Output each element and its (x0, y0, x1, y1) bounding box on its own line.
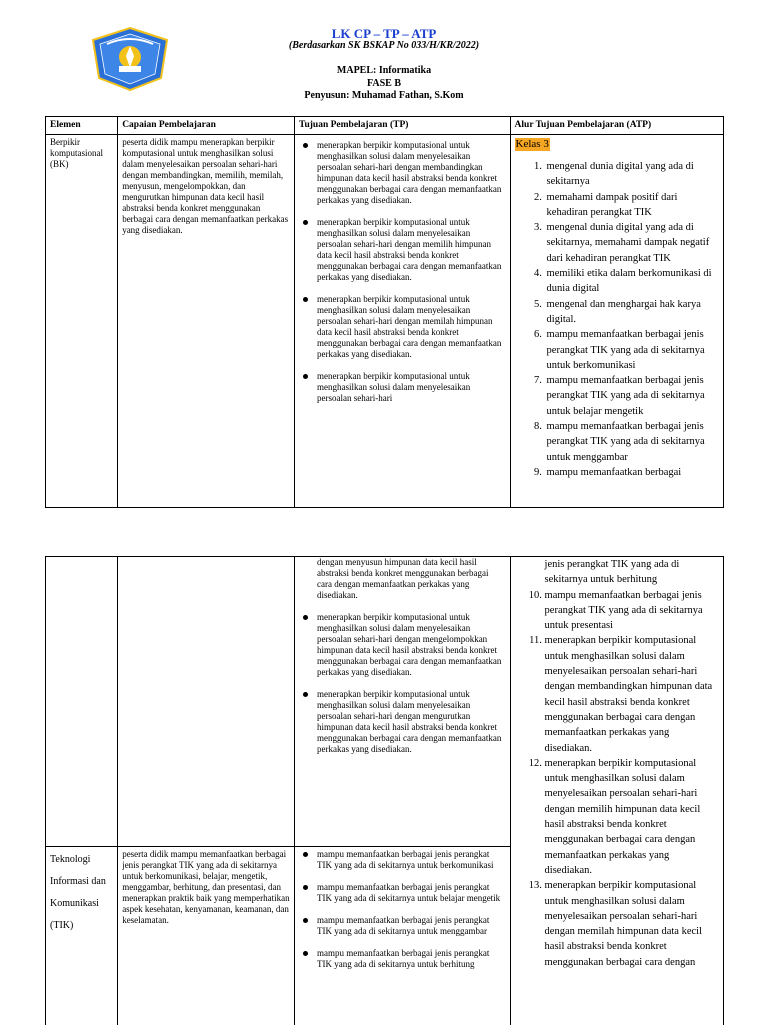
list-item: mampu memanfaatkan berbagai jenis perangkat TIK yang ada di sekitarnya untuk berhitung (317, 948, 506, 970)
cp-cell-empty (118, 557, 295, 847)
atp-continuation: jenis perangkat TIK yang ada di sekitarnya untuk berhitung (515, 557, 719, 588)
elemen-cell-empty (46, 557, 118, 847)
list-item: menerapkan berpikir komputasional untuk menghasilkan solusi dalam menyelesaikan persoalan sehari-hari dengan mengurutkan himpunan data kecil hasil abstraksi benda konkret menggunakan berbagai cara dengan memanfaatkan perkakas yang disediakan. (317, 689, 506, 755)
cp-tp-atp-table-page1 (45, 116, 724, 508)
list-item: dengan menyusun himpunan data kecil hasil abstraksi benda konkret menggunakan berbagai cara dengan memanfaatkan perkakas yang disediakan. (317, 557, 506, 601)
tik-label-line: Komunikasi (50, 893, 113, 915)
phase-line: FASE B (0, 78, 768, 89)
list-item: 13. menerapkan berpikir komputasional untuk menghasilkan solusi dalam menyelesaikan persoalan sehari-hari dengan memilah himpunan data kecil hasil abstraksi benda konkret menggunakan berbagai cara dengan (545, 878, 719, 970)
cp-cell-tik: peserta didik mampu memanfaatkan berbagai jenis perangkat TIK yang ada di sekitarnya untuk berkomunikasi, belajar, mengetik, menggambar, berhitung, dan presentasi, dan menerapkan praktik baik yang memperhatikan aspek kesehatan, kenyamanan, keamanan, dan keselamatan. (118, 847, 295, 1025)
list-item: menerapkan berpikir komputasional untuk menghasilkan solusi dalam menyelesaikan persoalan sehari-hari dengan mengelompokkan himpunan data kecil hasil abstraksi benda konkret menggunakan berbagai cara dengan memanfaatkan perkakas yang disediakan. (317, 612, 506, 678)
list-item: 3. mengenal dunia digital yang ada di sekitarnya, memahami dampak negatif dari kehadiran perangkat TIK (545, 220, 719, 266)
atp-cell-page2 (510, 557, 723, 1025)
list-item: menerapkan berpikir komputasional untuk menghasilkan solusi dalam menyelesaikan persoalan sehari-hari (317, 371, 506, 404)
document-title: LK CP – TP – ATP (0, 26, 768, 42)
subject-line: MAPEL: Informatika (0, 65, 768, 76)
kelas-label: Kelas 3 (515, 138, 550, 151)
cp-cell-bk: peserta didik mampu menerapkan berpikir komputasional untuk menghasilkan solusi dalam menyelesaikan persoalan sehari-hari dengan membandingkan, memilih, memilah, menyusun, mengelompokkan, dan mengurutkan himpunan data kecil hasil abstraksi benda konkret menggunakan berbagai cara dengan memanfaatkan perkakas yang disediakan. (118, 135, 295, 508)
tik-label-line: Informasi dan (50, 871, 113, 893)
tp-cell-bk (295, 135, 511, 508)
list-item: menerapkan berpikir komputasional untuk menghasilkan solusi dalam menyelesaikan persoalan sehari-hari dengan memilih himpunan data kecil hasil abstraksi benda konkret menggunakan berbagai cara dengan memanfaatkan perkakas yang disediakan. (317, 217, 506, 283)
tik-label-line: Teknologi (50, 849, 113, 871)
list-item: 1. mengenal dunia digital yang ada di sekitarnya (545, 159, 719, 190)
list-item: 11. menerapkan berpikir komputasional untuk menghasilkan solusi dalam menyelesaikan persoalan sehari-hari dengan membandingkan himpunan data kecil hasil abstraksi benda konkret menggunakan berbagai cara dengan memanfaatkan perkakas yang disediakan. (545, 633, 719, 755)
list-item: menerapkan berpikir komputasional untuk menghasilkan solusi dalam menyelesaikan persoalan sehari-hari dengan membandingkan himpunan data kecil hasil abstraksi benda konkret menggunakan berbagai cara dengan memanfaatkan perkakas yang disediakan. (317, 140, 506, 206)
list-item: mampu memanfaatkan berbagai jenis perangkat TIK yang ada di sekitarnya untuk belajar mengetik (317, 882, 506, 904)
table-row-bk (46, 135, 724, 508)
elemen-cell-tik (46, 847, 118, 1025)
list-item: 5. mengenal dan menghargai hak karya digital. (545, 297, 719, 328)
list-item: 10. mampu memanfaatkan berbagai jenis perangkat TIK yang ada di sekitarnya untuk presentasi (545, 588, 719, 634)
list-item: 6. mampu memanfaatkan berbagai jenis perangkat TIK yang ada di sekitarnya untuk berkomunikasi (545, 327, 719, 373)
column-header-atp: Alur Tujuan Pembelajaran (ATP) (510, 117, 723, 135)
list-item: mampu memanfaatkan berbagai jenis perangkat TIK yang ada di sekitarnya untuk berkomunikasi (317, 849, 506, 871)
atp-cell-page1 (510, 135, 723, 508)
column-header-cp: Capaian Pembelajaran (118, 117, 295, 135)
list-item: mampu memanfaatkan berbagai jenis perangkat TIK yang ada di sekitarnya untuk menggambar (317, 915, 506, 937)
tp-cell-tik (295, 847, 511, 1025)
table-row-bk-continued (46, 557, 724, 847)
author-line: Penyusun: Muhamad Fathan, S.Kom (0, 90, 768, 101)
tp-cell-bk-continued (295, 557, 511, 847)
list-item: 7. mampu memanfaatkan berbagai jenis perangkat TIK yang ada di sekitarnya untuk belajar mengetik (545, 373, 719, 419)
list-item: 12. menerapkan berpikir komputasional untuk menghasilkan solusi dalam menyelesaikan persoalan sehari-hari dengan memilih himpunan data kecil hasil abstraksi benda konkret menggunakan berbagai cara dengan memanfaatkan perkakas yang disediakan. (545, 756, 719, 878)
list-item: 9. mampu memanfaatkan berbagai (545, 465, 719, 480)
atp-list (515, 159, 719, 480)
column-header-tp: Tujuan Pembelajaran (TP) (295, 117, 511, 135)
tik-label-line: (TIK) (50, 915, 113, 937)
elemen-cell-bk: Berpikir komputasional (BK) (46, 135, 118, 508)
cp-tp-atp-table-page2 (45, 556, 724, 1025)
list-item: menerapkan berpikir komputasional untuk menghasilkan solusi dalam menyelesaikan persoalan sehari-hari dengan memilah himpunan data kecil hasil abstraksi benda konkret menggunakan berbagai cara dengan memanfaatkan perkakas yang disediakan. (317, 294, 506, 360)
document-subtitle: (Berdasarkan SK BSKAP No 033/H/KR/2022) (0, 40, 768, 51)
column-header-elemen: Elemen (46, 117, 118, 135)
list-item: 2. memahami dampak positif dari kehadiran perangkat TIK (545, 190, 719, 221)
table-header-row (46, 117, 724, 135)
list-item: 8. mampu memanfaatkan berbagai jenis perangkat TIK yang ada di sekitarnya untuk menggambar (545, 419, 719, 465)
atp-list-continued (515, 588, 719, 970)
list-item: 4. memiliki etika dalam berkomunikasi di dunia digital (545, 266, 719, 297)
